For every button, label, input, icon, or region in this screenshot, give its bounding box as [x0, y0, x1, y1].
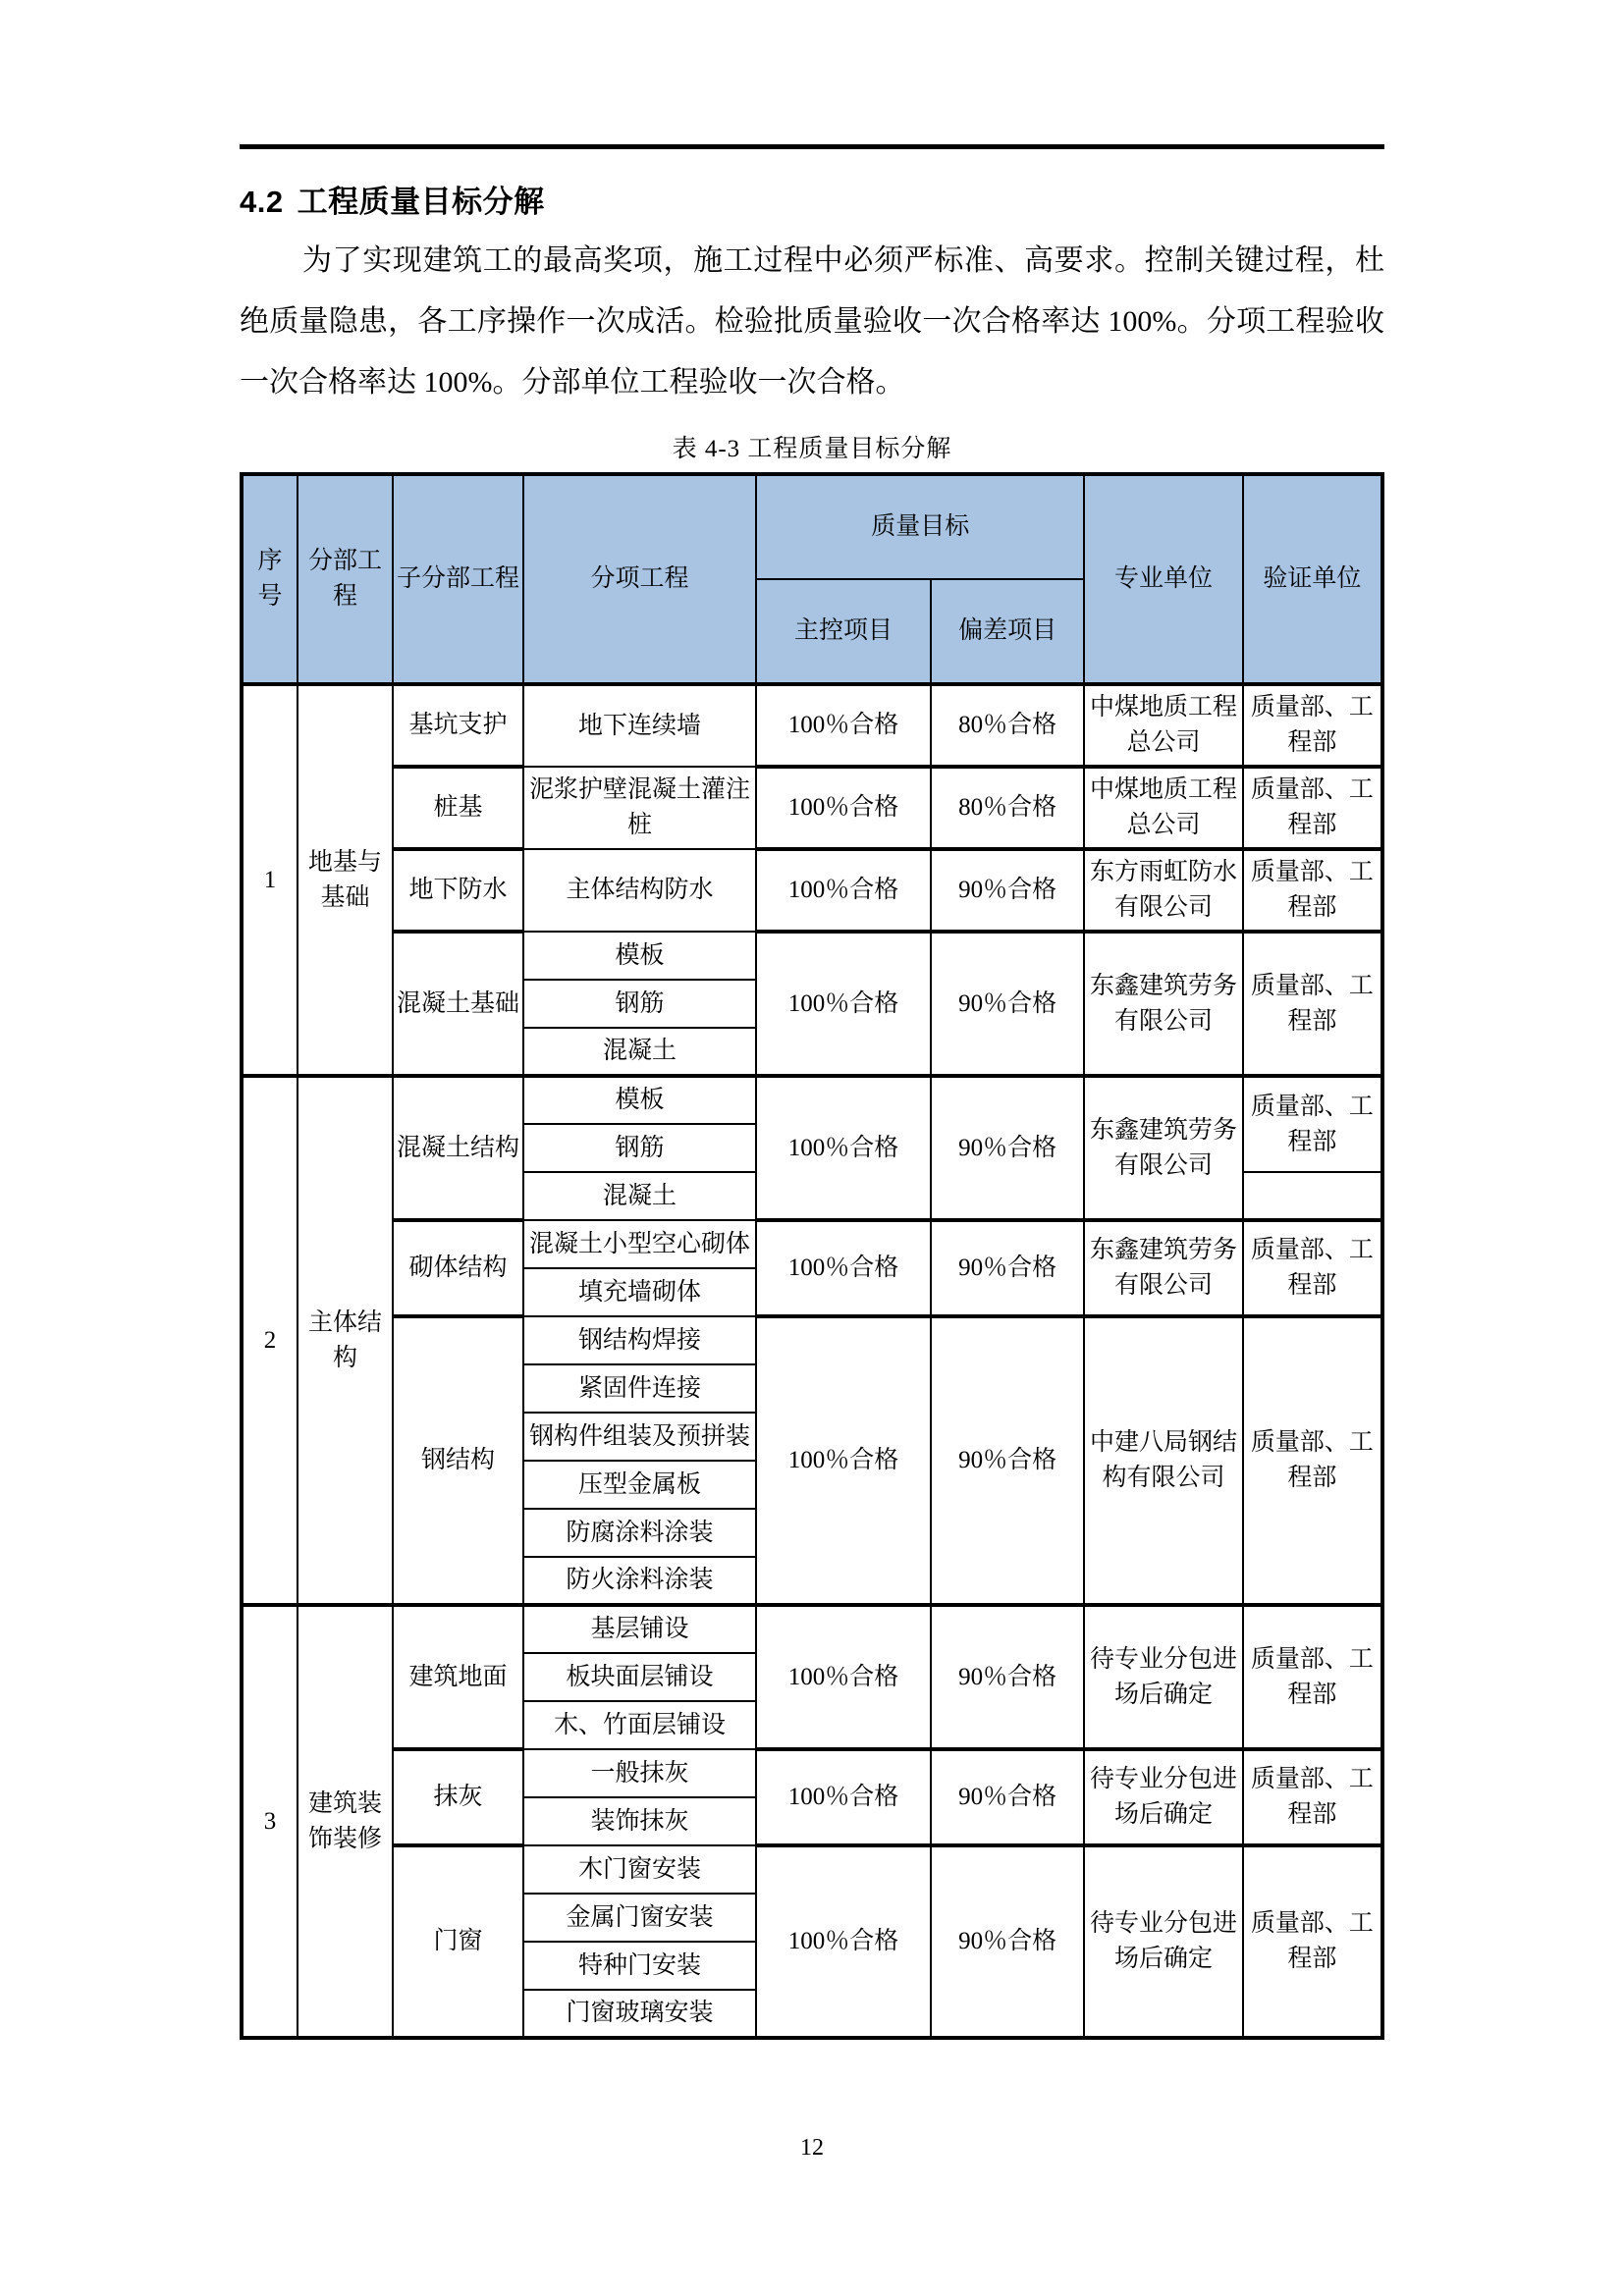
cell-sub-division: 建筑地面: [393, 1605, 523, 1749]
cell-division: 主体结构: [298, 1076, 393, 1605]
cell-main-control: 100％合格: [756, 1076, 931, 1220]
cell-specialty-unit: 中建八局钢结构有限公司: [1084, 1316, 1242, 1605]
cell-verify-unit: 质量部、工程部: [1243, 1749, 1382, 1845]
page-header-rule: [240, 144, 1384, 149]
section-number: 4.2: [240, 185, 284, 219]
cell-subitem: 主体结构防水: [523, 849, 756, 932]
cell-sub-division: 钢结构: [393, 1316, 523, 1605]
cell-verify-unit: 质量部、工程部: [1243, 1605, 1382, 1749]
cell-main-control: 100％合格: [756, 1605, 931, 1749]
cell-subitem: 钢结构焊接: [523, 1316, 756, 1364]
cell-division: 建筑装饰装修: [298, 1605, 393, 2038]
cell-deviation: 80％合格: [931, 684, 1085, 767]
table-row: [242, 684, 1382, 767]
cell-main-control: 100％合格: [756, 1845, 931, 2038]
cell-subitem: 模板: [523, 932, 756, 980]
cell-verify-unit: 质量部、工程部: [1243, 1845, 1382, 2038]
cell-specialty-unit: 东方雨虹防水有限公司: [1084, 849, 1242, 932]
cell-deviation: 90％合格: [931, 1749, 1085, 1845]
table-row: [242, 1845, 1382, 1894]
cell-verify-unit: 质量部、工程部: [1243, 932, 1382, 1076]
cell-main-control: 100％合格: [756, 849, 931, 932]
cell-deviation: 90％合格: [931, 1076, 1085, 1220]
cell-verify-unit: 质量部、工程部: [1243, 1316, 1382, 1605]
cell-subitem: 压型金属板: [523, 1461, 756, 1509]
cell-subitem: 模板: [523, 1076, 756, 1124]
col-header-deviation: 偏差项目: [931, 579, 1085, 684]
cell-subitem: 泥浆护壁混凝土灌注桩: [523, 767, 756, 849]
cell-seq: 2: [242, 1076, 298, 1605]
cell-deviation: 90％合格: [931, 1220, 1085, 1316]
cell-deviation: 90％合格: [931, 849, 1085, 932]
cell-subitem: 混凝土: [523, 1028, 756, 1076]
cell-specialty-unit: 东鑫建筑劳务有限公司: [1084, 1076, 1242, 1220]
col-header-subitem: 分项工程: [523, 474, 756, 684]
cell-verify-unit: 质量部、工程部: [1243, 849, 1382, 932]
table-row: [242, 1316, 1382, 1364]
cell-specialty-unit: 待专业分包进场后确定: [1084, 1605, 1242, 1749]
col-header-main-control: 主控项目: [756, 579, 931, 684]
cell-subitem: 木门窗安装: [523, 1845, 756, 1894]
table-head: [242, 474, 1382, 684]
cell-division: 地基与基础: [298, 684, 393, 1076]
cell-subitem: 紧固件连接: [523, 1364, 756, 1413]
cell-subitem: 混凝土小型空心砌体: [523, 1220, 756, 1268]
table-row: [242, 1076, 1382, 1124]
cell-sub-division: 基坑支护: [393, 684, 523, 767]
col-header-quality-goal: 质量目标: [756, 474, 1084, 579]
cell-main-control: 100％合格: [756, 684, 931, 767]
table-row: [242, 1220, 1382, 1268]
col-header-division: 分部工程: [298, 474, 393, 684]
cell-verify-unit: 质量部、工程部: [1243, 767, 1382, 849]
cell-deviation: 90％合格: [931, 1845, 1085, 2038]
col-header-seq: 序号: [242, 474, 298, 684]
cell-deviation: 90％合格: [931, 1605, 1085, 1749]
cell-subitem: 门窗玻璃安装: [523, 1990, 756, 2038]
cell-main-control: 100％合格: [756, 1749, 931, 1845]
cell-verify-unit: 质量部、工程部: [1243, 1220, 1382, 1316]
cell-subitem: 钢筋: [523, 980, 756, 1028]
table-body: [242, 684, 1382, 2038]
cell-verify-unit-empty: [1243, 1172, 1382, 1220]
col-header-specialty-unit: 专业单位: [1084, 474, 1242, 684]
cell-subitem: 混凝土: [523, 1172, 756, 1220]
cell-specialty-unit: 东鑫建筑劳务有限公司: [1084, 1220, 1242, 1316]
cell-subitem: 钢筋: [523, 1124, 756, 1172]
cell-subitem: 板块面层铺设: [523, 1653, 756, 1701]
cell-subitem: 地下连续墙: [523, 684, 756, 767]
table-header-row-1: [242, 474, 1382, 579]
cell-sub-division: 混凝土基础: [393, 932, 523, 1076]
table-caption: 表 4-3 工程质量目标分解: [672, 436, 952, 462]
body-paragraph: 为了实现建筑工的最高奖项，施工过程中必须严标准、高要求。控制关键过程，杜绝质量隐患，各工序操作一次成活。检验批质量验收一次合格率达 100%。分项工程验收一次合格率达 100%。分部单位工程验收一次合格。: [240, 244, 1384, 399]
cell-deviation: 80％合格: [931, 767, 1085, 849]
cell-subitem: 防腐涂料涂装: [523, 1509, 756, 1557]
cell-specialty-unit: 东鑫建筑劳务有限公司: [1084, 932, 1242, 1076]
cell-specialty-unit: 中煤地质工程总公司: [1084, 684, 1242, 767]
cell-main-control: 100％合格: [756, 767, 931, 849]
page-title: [240, 177, 1384, 221]
table-row: [242, 767, 1382, 849]
table-row: [242, 932, 1382, 980]
cell-deviation: 90％合格: [931, 932, 1085, 1076]
cell-subitem: 填充墙砌体: [523, 1268, 756, 1316]
cell-sub-division: 门窗: [393, 1845, 523, 2038]
cell-subitem: 金属门窗安装: [523, 1894, 756, 1942]
cell-main-control: 100％合格: [756, 1220, 931, 1316]
cell-verify-unit: 质量部、工程部: [1243, 684, 1382, 767]
page-number: 12: [800, 2135, 824, 2161]
cell-subitem: 木、竹面层铺设: [523, 1701, 756, 1749]
cell-subitem: 钢构件组装及预拼装: [523, 1413, 756, 1461]
cell-subitem: 基层铺设: [523, 1605, 756, 1653]
table-row: [242, 1605, 1382, 1653]
cell-specialty-unit: 待专业分包进场后确定: [1084, 1749, 1242, 1845]
quality-goal-table: [240, 472, 1384, 2040]
cell-main-control: 100％合格: [756, 1316, 931, 1605]
cell-subitem: 装饰抹灰: [523, 1797, 756, 1845]
cell-seq: 1: [242, 684, 298, 1076]
cell-deviation: 90％合格: [931, 1316, 1085, 1605]
cell-subitem: 特种门安装: [523, 1942, 756, 1990]
cell-sub-division: 抹灰: [393, 1749, 523, 1845]
col-header-verify-unit: 验证单位: [1243, 474, 1382, 684]
cell-verify-unit: 质量部、工程部: [1243, 1076, 1382, 1172]
cell-subitem: 防火涂料涂装: [523, 1557, 756, 1605]
cell-sub-division: 混凝土结构: [393, 1076, 523, 1220]
cell-specialty-unit: 中煤地质工程总公司: [1084, 767, 1242, 849]
cell-specialty-unit: 待专业分包进场后确定: [1084, 1845, 1242, 2038]
col-header-sub-division: 子分部工程: [393, 474, 523, 684]
cell-seq: 3: [242, 1605, 298, 2038]
table-row: [242, 849, 1382, 932]
cell-sub-division: 地下防水: [393, 849, 523, 932]
section-title-text: 工程质量目标分解: [297, 185, 545, 219]
cell-sub-division: 砌体结构: [393, 1220, 523, 1316]
cell-main-control: 100％合格: [756, 932, 931, 1076]
cell-sub-division: 桩基: [393, 767, 523, 849]
cell-subitem: 一般抹灰: [523, 1749, 756, 1797]
table-row: [242, 1749, 1382, 1797]
page-content: [240, 177, 1384, 2040]
